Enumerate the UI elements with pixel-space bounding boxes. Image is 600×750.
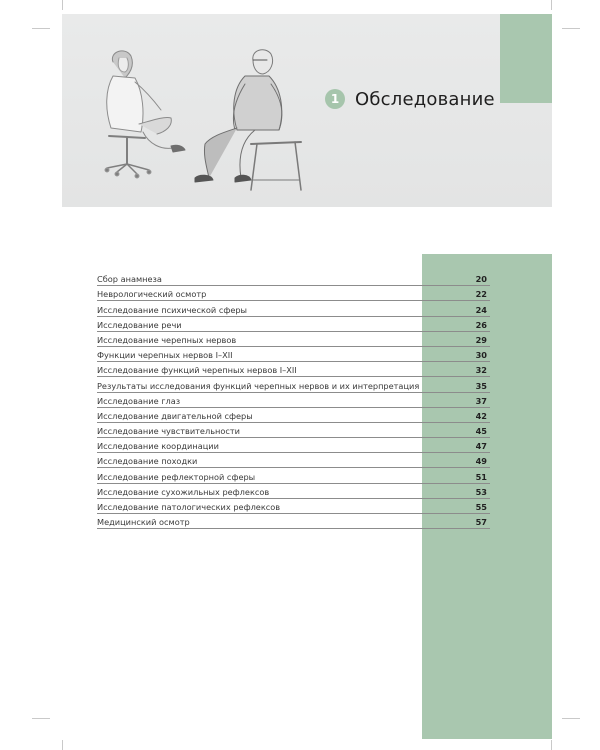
chapter-title: Обследование — [355, 88, 495, 110]
crop-mark-bottom-right-h — [562, 718, 580, 719]
toc-item-title: Исследование речи — [97, 319, 182, 330]
toc-item-title: Исследование черепных нервов — [97, 334, 237, 345]
crop-mark-top-left-h — [32, 28, 50, 29]
chapter-heading — [325, 86, 495, 112]
toc-row[interactable] — [97, 453, 490, 468]
toc-item-title: Исследование координации — [97, 441, 219, 452]
toc-row[interactable] — [97, 347, 490, 362]
toc-item-page: 29 — [475, 334, 487, 345]
chapter-number-badge: 1 — [325, 89, 345, 109]
toc-item-page: 57 — [475, 517, 487, 528]
chapter-tab — [500, 14, 552, 103]
crop-mark-bottom-left-v — [62, 740, 63, 750]
toc-item-page: 32 — [475, 365, 487, 376]
toc-item-page: 51 — [475, 471, 487, 482]
toc-row[interactable] — [97, 499, 490, 514]
doctor-examining-patient-icon — [95, 40, 325, 200]
table-of-contents — [97, 271, 490, 529]
toc-item-title: Исследование двигательной сферы — [97, 410, 253, 421]
toc-row[interactable] — [97, 362, 490, 377]
toc-item-page: 37 — [475, 395, 487, 406]
toc-item-page: 53 — [475, 486, 487, 497]
toc-item-title: Исследование рефлекторной сферы — [97, 471, 256, 482]
toc-item-title: Исследование психической сферы — [97, 304, 248, 315]
toc-row[interactable] — [97, 514, 490, 529]
toc-item-title: Результаты исследования функций черепных нервов и их интерпретация — [97, 380, 420, 391]
toc-row[interactable] — [97, 271, 490, 286]
toc-item-page: 49 — [475, 456, 487, 467]
crop-mark-top-right-h — [562, 28, 580, 29]
toc-row[interactable] — [97, 393, 490, 408]
toc-row[interactable] — [97, 301, 490, 316]
toc-item-title: Функции черепных нервов I–XII — [97, 350, 233, 361]
toc-item-page: 22 — [475, 289, 487, 300]
toc-row[interactable] — [97, 286, 490, 301]
crop-mark-top-left-v — [62, 0, 63, 10]
toc-row[interactable] — [97, 484, 490, 499]
toc-item-title: Исследование глаз — [97, 395, 181, 406]
crop-mark-bottom-left-h — [32, 718, 50, 719]
toc-row[interactable] — [97, 408, 490, 423]
toc-item-title: Исследование чувствительности — [97, 426, 240, 437]
toc-item-title: Исследование сухожильных рефлексов — [97, 486, 270, 497]
toc-row[interactable] — [97, 332, 490, 347]
toc-item-title: Сбор анамнеза — [97, 274, 162, 285]
toc-row[interactable] — [97, 317, 490, 332]
toc-row[interactable] — [97, 377, 490, 392]
crop-mark-bottom-right-v — [551, 740, 552, 750]
toc-row[interactable] — [97, 438, 490, 453]
toc-item-page: 26 — [475, 319, 487, 330]
toc-item-title: Исследование патологических рефлексов — [97, 502, 281, 512]
toc-item-page: 42 — [475, 410, 487, 421]
toc-item-page: 30 — [475, 350, 487, 361]
toc-item-page: 35 — [475, 380, 487, 391]
toc-row[interactable] — [97, 468, 490, 483]
toc-row[interactable] — [97, 423, 490, 438]
crop-mark-top-right-v — [551, 0, 552, 10]
toc-item-page: 20 — [475, 274, 487, 285]
toc-item-page: 24 — [475, 304, 487, 315]
toc-item-title: Исследование походки — [97, 456, 198, 467]
toc-item-page: 55 — [475, 502, 487, 512]
toc-item-title: Исследование функций черепных нервов I–XII — [97, 365, 297, 376]
toc-item-title: Неврологический осмотр — [97, 289, 207, 300]
toc-item-page: 45 — [475, 426, 487, 437]
toc-item-title: Медицинский осмотр — [97, 517, 190, 528]
toc-item-page: 47 — [475, 441, 487, 452]
